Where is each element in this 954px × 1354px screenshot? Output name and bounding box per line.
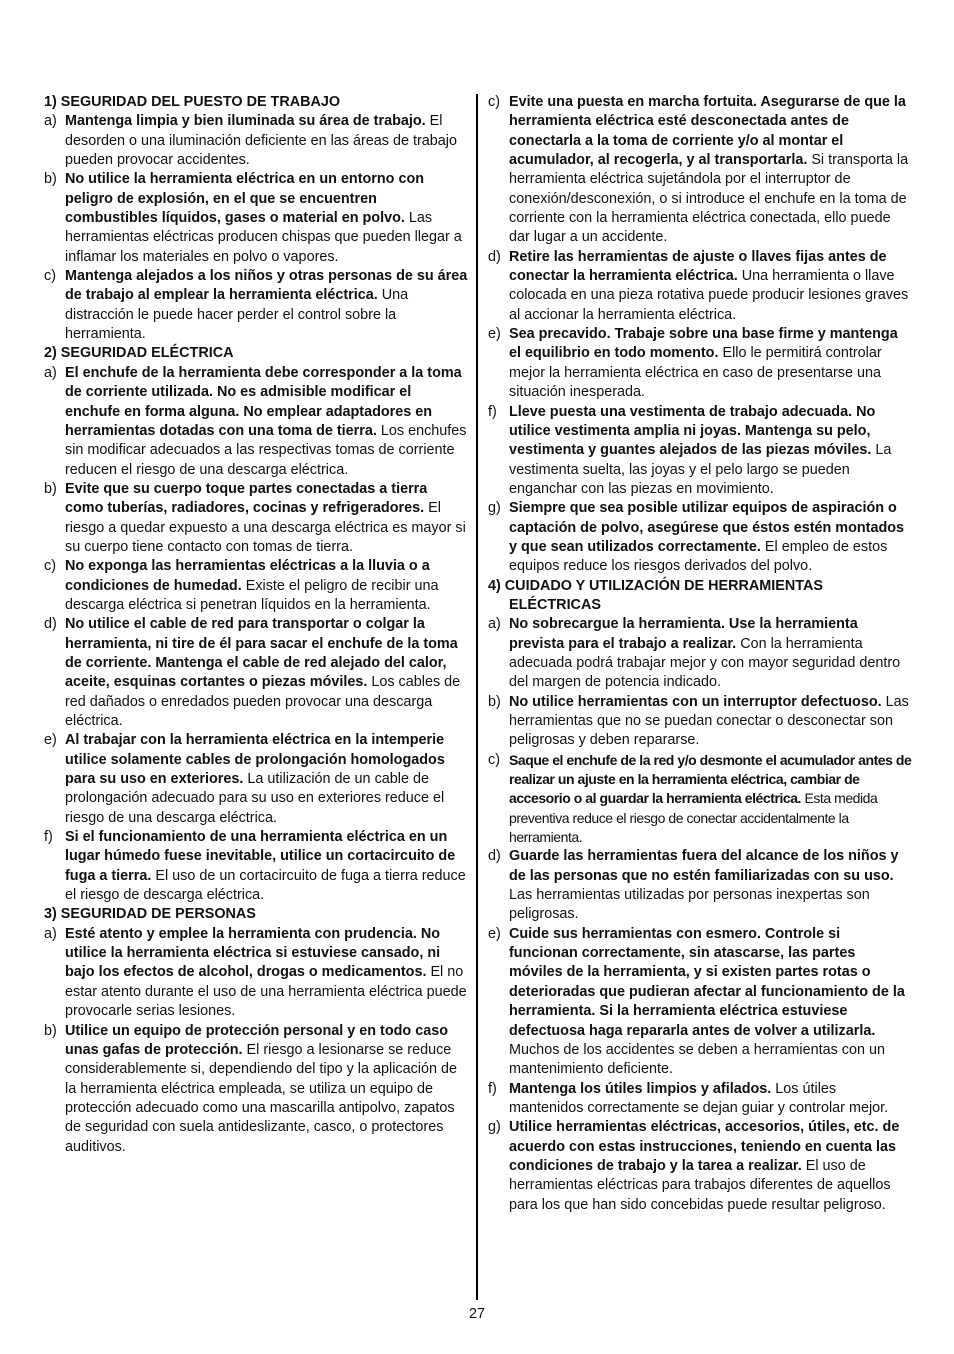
item-text: Con la herramienta adecuada podrá trabajar mejor y con mayor seguridad dentro del margen de potencia indicado. bbox=[509, 635, 901, 691]
item-text: El riesgo a lesionarse se reduce considerablemente si, dependiendo del tipo y la aplicación de la herramienta eléctrica empleada, se utiliza un equipo de protección adecuado como una mascarilla antipolvo, zapatos de seguridad con suela antideslizante, casco, o protectores auditivos. bbox=[65, 1041, 458, 1155]
item-bold-text: Mantenga limpia y bien iluminada su área de trabajo. bbox=[65, 113, 426, 130]
item-letter: e) bbox=[44, 732, 57, 749]
item-bold-text: No sobrecargue la herramienta. Use la herramienta prevista para el trabajo a realizar. bbox=[509, 616, 858, 652]
item-text: Los útiles mantenidos correctamente se dejan guiar y controlar mejor. bbox=[509, 1080, 889, 1116]
item-letter: b) bbox=[44, 171, 57, 188]
list-item bbox=[488, 847, 912, 924]
section-heading: 3) SEGURIDAD DE PERSONAS bbox=[44, 906, 256, 923]
item-letter: d) bbox=[488, 848, 501, 865]
item-letter: c) bbox=[488, 751, 500, 768]
item-letter: c) bbox=[44, 268, 56, 285]
item-text: El riesgo a quedar expuesto a una descarga eléctrica es mayor si su cuerpo tiene contacto con tomas de tierra. bbox=[65, 500, 466, 555]
item-text: Ello le permitirá controlar mejor la herramienta eléctrica en caso de presentarse una situación inesperada. bbox=[509, 345, 882, 401]
item-text: Muchos de los accidentes se deben a herramientas con un mantenimiento deficiente. bbox=[509, 1041, 885, 1078]
list-item bbox=[44, 1022, 468, 1157]
item-bold-text: Saque el enchufe de la red y/o desmonte el acumulador antes de realizar un ajuste en la herramienta eléctrica, cambiar de accesorio o al guardar la herramienta eléctrica. bbox=[509, 751, 912, 807]
list-item bbox=[44, 615, 468, 731]
section-heading: 1) SEGURIDAD DEL PUESTO DE TRABAJO bbox=[44, 94, 341, 110]
item-text: Una herramienta o llave colocada en una pieza rotativa puede producir lesiones graves al accionar la herramienta eléctrica. bbox=[509, 268, 909, 323]
item-bold-text: No utilice herramientas con un interruptor defectuoso. bbox=[509, 693, 882, 710]
item-letter: d) bbox=[44, 616, 57, 633]
list-item bbox=[488, 403, 912, 500]
item-bold-text: Siempre que sea posible utilizar equipos de aspiración o captación de polvo, asegúrese que éstos estén montados y que sean utilizados correctamente. bbox=[509, 500, 905, 555]
item-bold-text: Evite una puesta en marcha fortuita. Asegurarse de que la herramienta eléctrica esté desconectada antes de conectarla a la toma de corriente y/o al montar el acumulador, al recogerla, y al transportarla. bbox=[509, 94, 906, 169]
item-letter: a) bbox=[488, 616, 501, 633]
item-bold-text: Evite que su cuerpo toque partes conectadas a tierra como tuberías, radiadores, cocinas y refrigeradores. bbox=[65, 480, 428, 517]
list-item bbox=[488, 751, 912, 848]
item-bold-text: Cuide sus herramientas con esmero. Controle si funcionan correctamente, sin atascarse, las partes móviles de la herramienta, y si existen partes rotas o deterioradas que pudieran afectar al funcionamiento de la herramienta. Si la herramienta eléctrica estuviese defectuosa haga repararla antes de volver a utilizarla. bbox=[509, 925, 905, 1039]
section-heading: 4) CUIDADO Y UTILIZACIÓN DE HERRAMIENTAS bbox=[488, 577, 823, 594]
item-letter: f) bbox=[44, 829, 53, 846]
item-letter: a) bbox=[44, 925, 57, 942]
item-text: El uso de un cortacircuito de fuga a tierra reduce el riesgo de descarga eléctrica. bbox=[65, 867, 466, 904]
item-text: El no estar atento durante el uso de una herramienta eléctrica puede provocarle serias lesiones. bbox=[65, 964, 467, 1020]
list-item bbox=[488, 93, 912, 248]
item-letter: a) bbox=[44, 364, 57, 381]
item-letter: g) bbox=[488, 500, 501, 517]
item-letter: e) bbox=[488, 925, 501, 942]
item-bold-text: El enchufe de la herramienta debe corresponder a la toma de corriente utilizada. No es admisible modificar el enchufe en forma alguna. No emplear adaptadores en herramientas dotadas con una toma de tierra. bbox=[65, 364, 462, 439]
item-letter: b) bbox=[44, 1022, 57, 1039]
item-bold-text: Utilice un equipo de protección personal y en todo caso unas gafas de protección. bbox=[65, 1022, 449, 1058]
item-letter: f) bbox=[488, 1080, 497, 1097]
list-item bbox=[44, 731, 468, 828]
list-item bbox=[44, 112, 468, 170]
item-letter: e) bbox=[488, 326, 501, 343]
list-item bbox=[488, 925, 912, 1080]
item-bold-text: Si el funcionamiento de una herramienta eléctrica en un lugar húmedo fuese inevitable, utilice un cortacircuito de fuga a tierra. bbox=[65, 829, 456, 884]
list-item bbox=[44, 364, 468, 480]
item-bold-text: Sea precavido. Trabaje sobre una base firme y mantenga el equilibrio en todo momento. bbox=[509, 326, 898, 362]
item-text: Los cables de red dañados o enredados pueden provocar una descarga eléctrica. bbox=[65, 674, 461, 729]
item-letter: f) bbox=[488, 403, 497, 420]
item-text: Una distracción le puede hacer perder el control sobre la herramienta. bbox=[65, 287, 409, 343]
list-item bbox=[44, 480, 468, 557]
item-bold-text: Mantenga los útiles limpios y afilados. bbox=[509, 1080, 772, 1097]
list-item bbox=[44, 170, 468, 267]
item-letter: c) bbox=[44, 558, 56, 575]
item-letter: g) bbox=[488, 1119, 501, 1136]
item-bold-text: No utilice el cable de red para transportar o colgar la herramienta, ni tire de él para sacar el enchufe de la toma de corriente. Mantenga el cable de red alejado del calor, aceite, esquinas cortantes o piezas móviles. bbox=[65, 616, 458, 691]
list-item bbox=[44, 925, 468, 1022]
item-letter: b) bbox=[488, 693, 501, 710]
list-item bbox=[488, 1118, 912, 1215]
item-letter: c) bbox=[488, 94, 500, 110]
item-bold-text: Mantenga alejados a los niños y otras personas de su área de trabajo al emplear la herramienta eléctrica. bbox=[65, 268, 468, 304]
item-text: El desorden o una iluminación deficiente en las áreas de trabajo pueden provocar accidentes. bbox=[65, 113, 458, 169]
list-item bbox=[488, 615, 912, 692]
list-item bbox=[488, 248, 912, 325]
item-text: La utilización de un cable de prolongación adecuado para su uso en exteriores reduce el riesgo de una descarga eléctrica. bbox=[65, 771, 445, 826]
list-item bbox=[488, 325, 912, 402]
item-bold-text: Utilice herramientas eléctricas, accesorios, útiles, etc. de acuerdo con estas instrucciones, teniendo en cuenta las condiciones de trabajo y la tarea a realizar. bbox=[509, 1119, 900, 1174]
item-text: Las herramientas que no se puedan conectar o desconectar son peligrosas y deben repararse. bbox=[509, 693, 909, 749]
item-text: Los enchufes sin modificar adecuados a las respectivas tomas de corriente reducen el riesgo de una descarga eléctrica. bbox=[65, 422, 467, 478]
item-bold-text: No exponga las herramientas eléctricas a la lluvia o a condiciones de humedad. bbox=[65, 558, 430, 594]
section-heading-continuation: ELÉCTRICAS bbox=[509, 596, 601, 613]
item-letter: b) bbox=[44, 480, 57, 497]
item-letter: d) bbox=[488, 248, 501, 265]
item-text: La vestimenta suelta, las joyas y el pelo largo se pueden enganchar con las piezas en movimiento. bbox=[509, 442, 892, 497]
list-item bbox=[488, 499, 912, 576]
item-text: Existe el peligro de recibir una descarga eléctrica si penetran líquidos en la herramienta. bbox=[65, 577, 439, 613]
page-number: 27 bbox=[468, 1306, 485, 1322]
item-bold-text: Retire las herramientas de ajuste o llaves fijas antes de conectar la herramienta eléctrica. bbox=[509, 248, 887, 285]
item-bold-text: No utilice la herramienta eléctrica en un entorno con peligro de explosión, en el que se encuentren combustibles líquidos, gases o material en polvo. bbox=[65, 171, 425, 227]
column-divider bbox=[476, 94, 478, 1300]
item-text: El uso de herramientas eléctricas para trabajos diferentes de aquellos para los que han sido concebidas puede resultar peligroso. bbox=[509, 1157, 891, 1213]
item-bold-text: Lleve puesta una vestimenta de trabajo adecuada. No utilice vestimenta amplia ni joyas. Mantenga su pelo, vestimenta y guantes alejados de las piezas móviles. bbox=[509, 403, 876, 459]
list-item bbox=[44, 267, 468, 344]
list-item bbox=[488, 1080, 912, 1119]
item-text: Esta medida preventiva reduce el riesgo de conectar accidentalmente la herramienta. bbox=[509, 790, 878, 846]
item-bold-text: Esté atento y emplee la herramienta con prudencia. No utilice la herramienta eléctrica si estuviese cansado, ni bajo los efectos de alcohol, drogas o medicamentos. bbox=[65, 925, 441, 981]
item-text: Las herramientas eléctricas producen chispas que pueden llegar a inflamar los materiales en polvo o vapores. bbox=[65, 210, 462, 265]
item-bold-text: Al trabajar con la herramienta eléctrica en la intemperie utilice solamente cables de prolongación homologados para su uso en exteriores. bbox=[65, 732, 445, 788]
list-item bbox=[488, 693, 912, 751]
item-text: Si transporta la herramienta eléctrica sujetándola por el interruptor de conexión/desconexión, o si introduce el enchufe en la toma de corriente con la herramienta eléctrica conectada, ello puede dar lugar a un accidente. bbox=[509, 152, 909, 246]
list-item bbox=[44, 557, 468, 615]
item-text: Las herramientas utilizadas por personas inexpertas son peligrosas. bbox=[509, 887, 870, 923]
list-item bbox=[44, 828, 468, 905]
left-column bbox=[44, 93, 468, 1157]
right-column bbox=[488, 93, 912, 1215]
item-letter: a) bbox=[44, 113, 57, 130]
section-heading: 2) SEGURIDAD ELÉCTRICA bbox=[44, 345, 234, 362]
item-bold-text: Guarde las herramientas fuera del alcance de los niños y de las personas que no estén familiarizadas con su uso. bbox=[509, 848, 899, 884]
item-text: El empleo de estos equipos reduce los riesgos derivados del polvo. bbox=[509, 538, 888, 575]
